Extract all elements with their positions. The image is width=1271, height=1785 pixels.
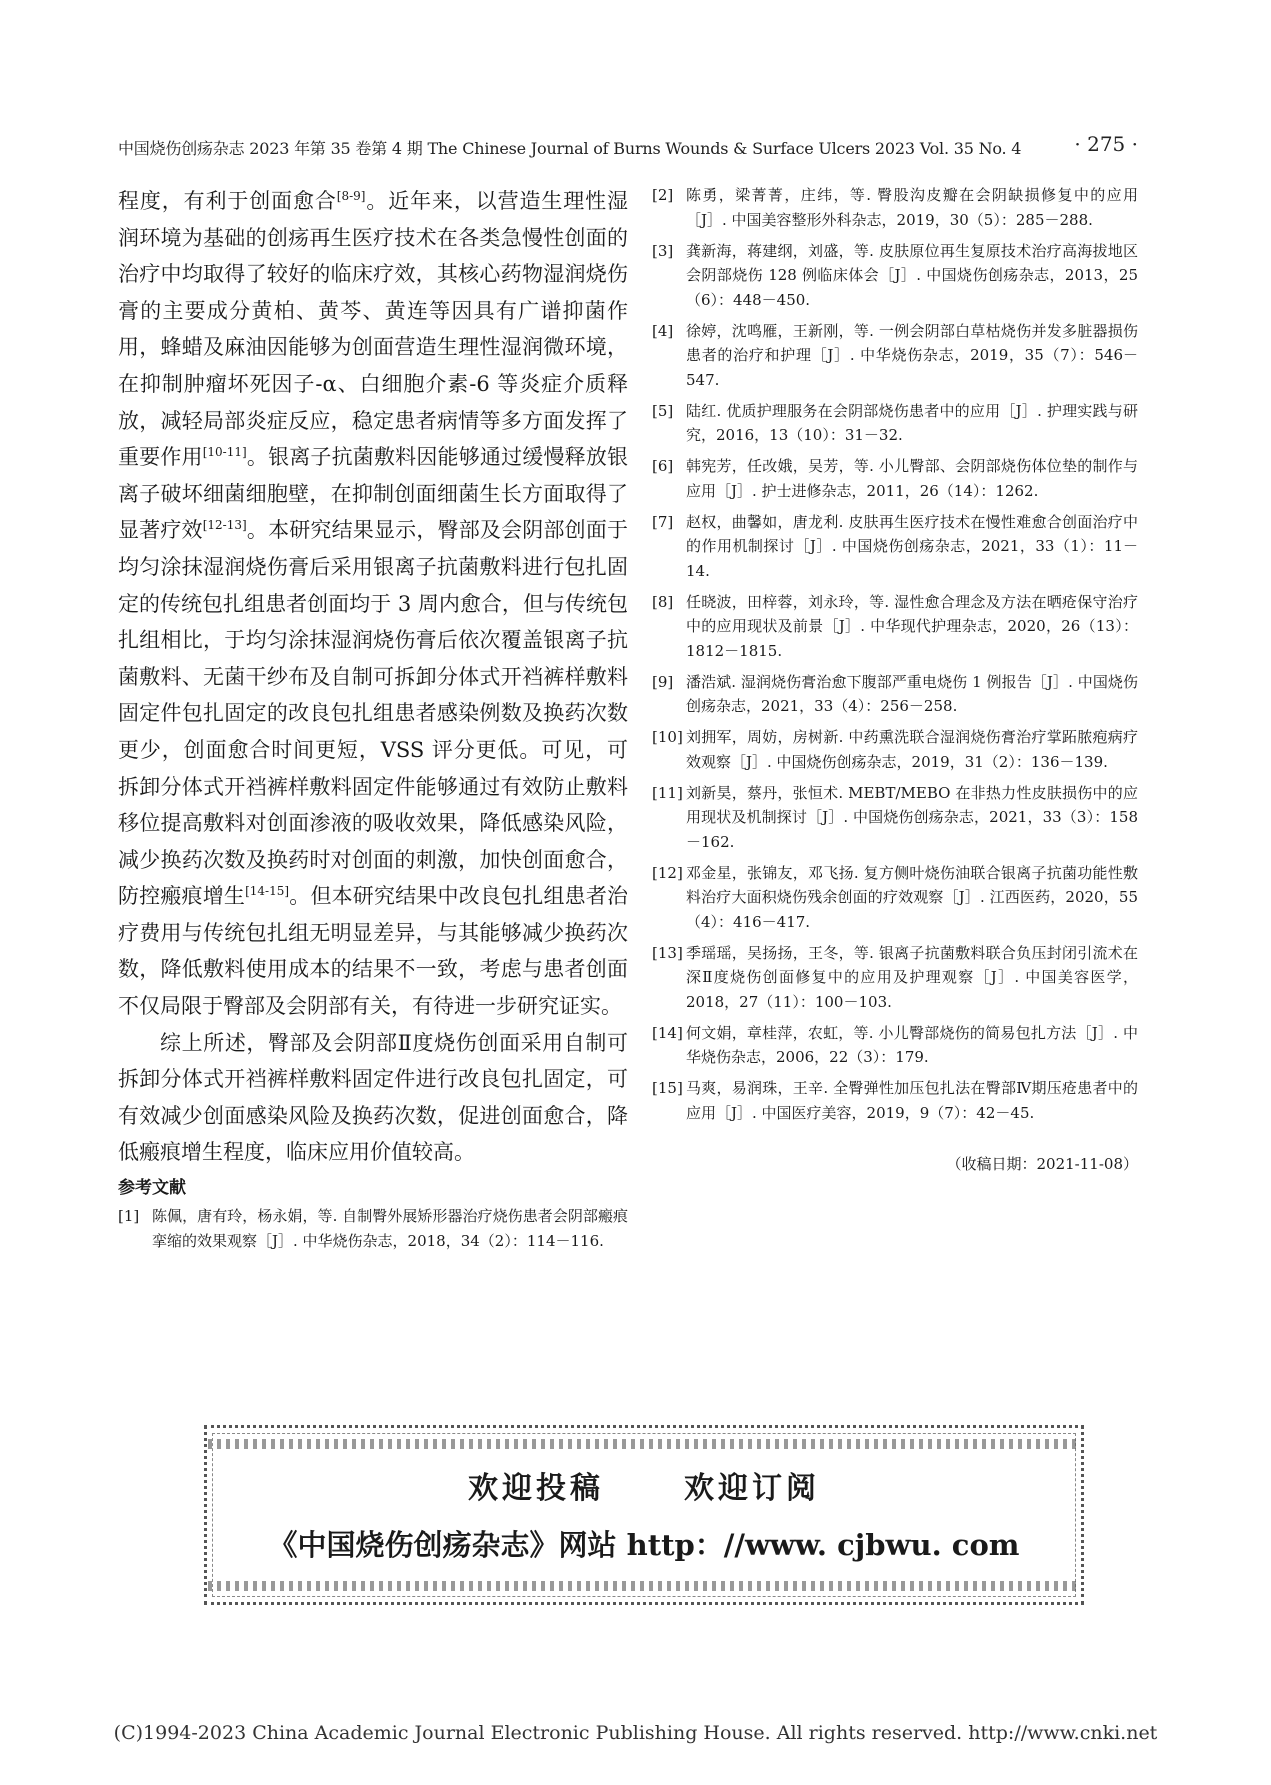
promo-banner: [204, 1425, 1084, 1605]
reference-item: [652, 861, 1138, 935]
reference-text: 龚新海，蒋建纲，刘盛，等. 皮肤原位再生复原技术治疗高海拔地区会阴部烧伤 128 例临床体会［J］. 中国烧伤创疡杂志，2013，25（6）：448－450.: [686, 241, 1138, 309]
reference-text: 赵权，曲馨如，唐龙利. 皮肤再生医疗技术在慢性难愈合创面治疗中的作用机制探讨［J］. 中国烧伤创疡杂志，2021，33（1）：11－14.: [686, 512, 1138, 580]
reference-item: [652, 183, 1138, 232]
text-run: 。银离子抗菌敷料因能够通过缓慢释放银离子破坏细菌细胞壁，在抑制创面细菌生长方面取得了显著疗效: [118, 445, 628, 543]
reference-item: [652, 399, 1138, 448]
reference-item: [652, 941, 1138, 1015]
reference-number: [6]: [652, 457, 674, 475]
reference-number: [9]: [652, 672, 674, 691]
banner-website-link[interactable]: 《中国烧伤创疡杂志》网站 http：//www. cjbwu. com: [268, 1528, 1020, 1562]
reference-number: [14]: [652, 1023, 683, 1042]
text-run: 。近年来，以营造生理性湿润环境为基础的创疡再生医疗技术在各类急慢性创面的治疗中均取得了较好的临床疗效，其核心药物湿润烧伤膏的主要成分黄柏、黄芩、黄连等因具有广谱抑菌作用，蜂蜡及麻油因能够为创面营造生理性湿润微环境，在抑制肿瘤坏死因子-α、白细胞介素-6 等炎症介质释放，减轻局部炎症反应，稳定患者病情等多方面发挥了重要作用: [118, 189, 629, 470]
reference-number: [10]: [652, 728, 683, 746]
journal-header: 中国烧伤创疡杂志 2023 年第 35 卷第 4 期 The Chinese Journal of Burns Wounds & Surface Ulcers 2023 Vol. 35 No. 4: [118, 139, 1022, 158]
reference-text: 何文娟，章桂萍，农虹，等. 小儿臀部烧伤的简易包扎方法［J］. 中华烧伤杂志，2006，22（3）：179.: [686, 1023, 1138, 1066]
reference-item: [652, 590, 1138, 664]
copyright-footer: (C)1994-2023 China Academic Journal Electronic Publishing House. All rights reserved. http://www.cnki.net: [113, 1722, 1158, 1744]
reference-text: 韩宪芳，任改娥，吴芳，等. 小儿臀部、会阴部烧伤体位垫的制作与应用［J］. 护士进修杂志，2011，26（14）：1262.: [686, 457, 1138, 500]
reference-text: 季瑶瑶，吴扬扬，王冬，等. 银离子抗菌敷料联合负压封闭引流术在深Ⅱ度烧伤创面修复中的应用及护理观察［J］. 中国美容医学，2018，27（11）：100－103.: [686, 943, 1138, 1011]
reference-item: [652, 510, 1138, 584]
banner-ornament-top: [208, 1439, 1080, 1449]
text-run: 程度，有利于创面愈合: [118, 189, 337, 213]
reference-item: [652, 725, 1138, 774]
left-column: [118, 183, 628, 1260]
reference-number: [2]: [652, 186, 674, 204]
reference-item: [652, 1021, 1138, 1070]
reference-number: [7]: [652, 512, 674, 531]
reference-item: [652, 319, 1138, 393]
text-run: 。但本研究结果中改良包扎组患者治疗费用与传统包扎组无明显差异，与其能够减少换药次数，降低敷料使用成本的结果不一致，考虑与患者创面不仅局限于臀部及会阴部有关，有待进一步研究证实。: [118, 884, 629, 1019]
reference-item: [652, 239, 1138, 313]
reference-number: [4]: [652, 321, 674, 340]
references-heading: 参考文献: [118, 1178, 186, 1199]
received-date: （收稿日期：2021-11-08）: [946, 1155, 1138, 1173]
citation[interactable]: [8-9]: [336, 189, 366, 203]
reference-number: [3]: [652, 241, 674, 260]
discussion-paragraph: [118, 183, 628, 1025]
reference-number: [8]: [652, 592, 674, 611]
citation[interactable]: [12-13]: [202, 518, 247, 533]
reference-number: [1]: [118, 1207, 140, 1226]
reference-text: 徐婷，沈鸣雁，王新刚，等. 一例会阴部白草枯烧伤并发多脏器损伤患者的治疗和护理［J］. 中华烧伤杂志，2019，35（7）：546－547.: [686, 321, 1138, 389]
citation[interactable]: [10-11]: [202, 445, 247, 460]
reference-text: 潘浩斌. 湿润烧伤膏治愈下腹部严重电烧伤 1 例报告［J］. 中国烧伤创疡杂志，2021，33（4）：256－258.: [686, 672, 1138, 715]
reference-text: 邓金星，张锦友，邓飞扬. 复方侧叶烧伤油联合银离子抗菌功能性敷料治疗大面积烧伤残余创面的疗效观察［J］. 江西医药，2020，55（4）：416－417.: [686, 863, 1138, 931]
reference-text: 任晓波，田梓蓉，刘永玲，等. 湿性愈合理念及方法在晒疮保守治疗中的应用现状及前景［J］. 中华现代护理杂志，2020，26（13）：1812－1815.: [686, 592, 1138, 660]
reference-list-left: [118, 1204, 628, 1253]
reference-number: [11]: [652, 783, 683, 802]
citation[interactable]: [14-15]: [245, 884, 290, 899]
banner-ornament-bottom: [208, 1581, 1080, 1591]
reference-text: 陆红. 优质护理服务在会阴部烧伤患者中的应用［J］. 护理实践与研究，2016，13（10）：31－32.: [686, 401, 1138, 444]
reference-item: [652, 1076, 1138, 1125]
reference-number: [13]: [652, 943, 683, 962]
reference-text: 刘新昊，蔡丹，张恒术. MEBT/MEBO 在非热力性皮肤损伤中的应用现状及机制探讨［J］. 中国烧伤创疡杂志，2021，33（3）：158－162.: [686, 783, 1138, 851]
reference-number: [5]: [652, 401, 674, 420]
banner-inner-border: [212, 1433, 1076, 1597]
reference-item: [118, 1204, 628, 1253]
reference-text: 刘拥军，周妨，房树新. 中药熏洗联合湿润烧伤膏治疗掌跖脓疱病疗效观察［J］. 中国烧伤创疡杂志，2019，31（2）：136－139.: [686, 728, 1138, 771]
reference-item: [652, 454, 1138, 503]
welcome-submission: 欢迎投稿: [468, 1471, 604, 1506]
running-header: [118, 132, 1138, 166]
banner-line-1: [204, 1463, 1084, 1507]
reference-number: [12]: [652, 863, 683, 882]
reference-text: 陈佩，唐有玲，杨永娟，等. 自制臀外展矫形器治疗烧伤患者会阴部瘢痕挛缩的效果观察［J］. 中华烧伤杂志，2018，34（2）：114－116.: [152, 1207, 628, 1250]
reference-text: 马爽，易润珠，王辛. 全臀弹性加压包扎法在臀部Ⅳ期压疮患者中的应用［J］. 中国医疗美容，2019，9（7）：42－45.: [686, 1079, 1138, 1122]
reference-number: [15]: [652, 1079, 683, 1097]
conclusion-paragraph: 综上所述，臀部及会阴部Ⅱ度烧伤创面采用自制可拆卸分体式开裆裤样敷料固定件进行改良包扎固定，可有效减少创面感染风险及换药次数，促进创面愈合，降低瘢痕增生程度，临床应用价值较高。: [118, 1030, 628, 1165]
reference-item: [652, 781, 1138, 855]
page-number: · 275 ·: [1074, 132, 1138, 156]
welcome-subscription: 欢迎订阅: [684, 1471, 820, 1506]
text-run: 。本研究结果显示，臀部及会阴部创面于均匀涂抹湿润烧伤膏后采用银离子抗菌敷料进行包扎固定的传统包扎组患者创面均于 3 周内愈合，但与传统包扎组相比，于均匀涂抹湿润烧伤膏后依次覆盖银离子抗菌敷料、无菌干纱布及自制可拆卸分体式开裆裤样敷料固定件包扎固定的改良包扎组患者感染例数及换药次数更少，创面愈合时间更短，VSS 评分更低。可见，可拆卸分体式开裆裤样敷料固定件能够通过有效防止敷料移位提高敷料对创面渗液的吸收效果，降低感染风险，减少换药次数及换药时对创面的刺激，加快创面愈合，防控瘢痕增生: [118, 518, 628, 909]
reference-text: 陈勇，梁菁菁，庄纬，等. 臀股沟皮瓣在会阴缺损修复中的应用［J］. 中国美容整形外科杂志，2019，30（5）：285－288.: [686, 186, 1138, 229]
right-column: [652, 183, 1138, 1174]
reference-item: [652, 670, 1138, 719]
reference-list-right: [652, 183, 1138, 1125]
